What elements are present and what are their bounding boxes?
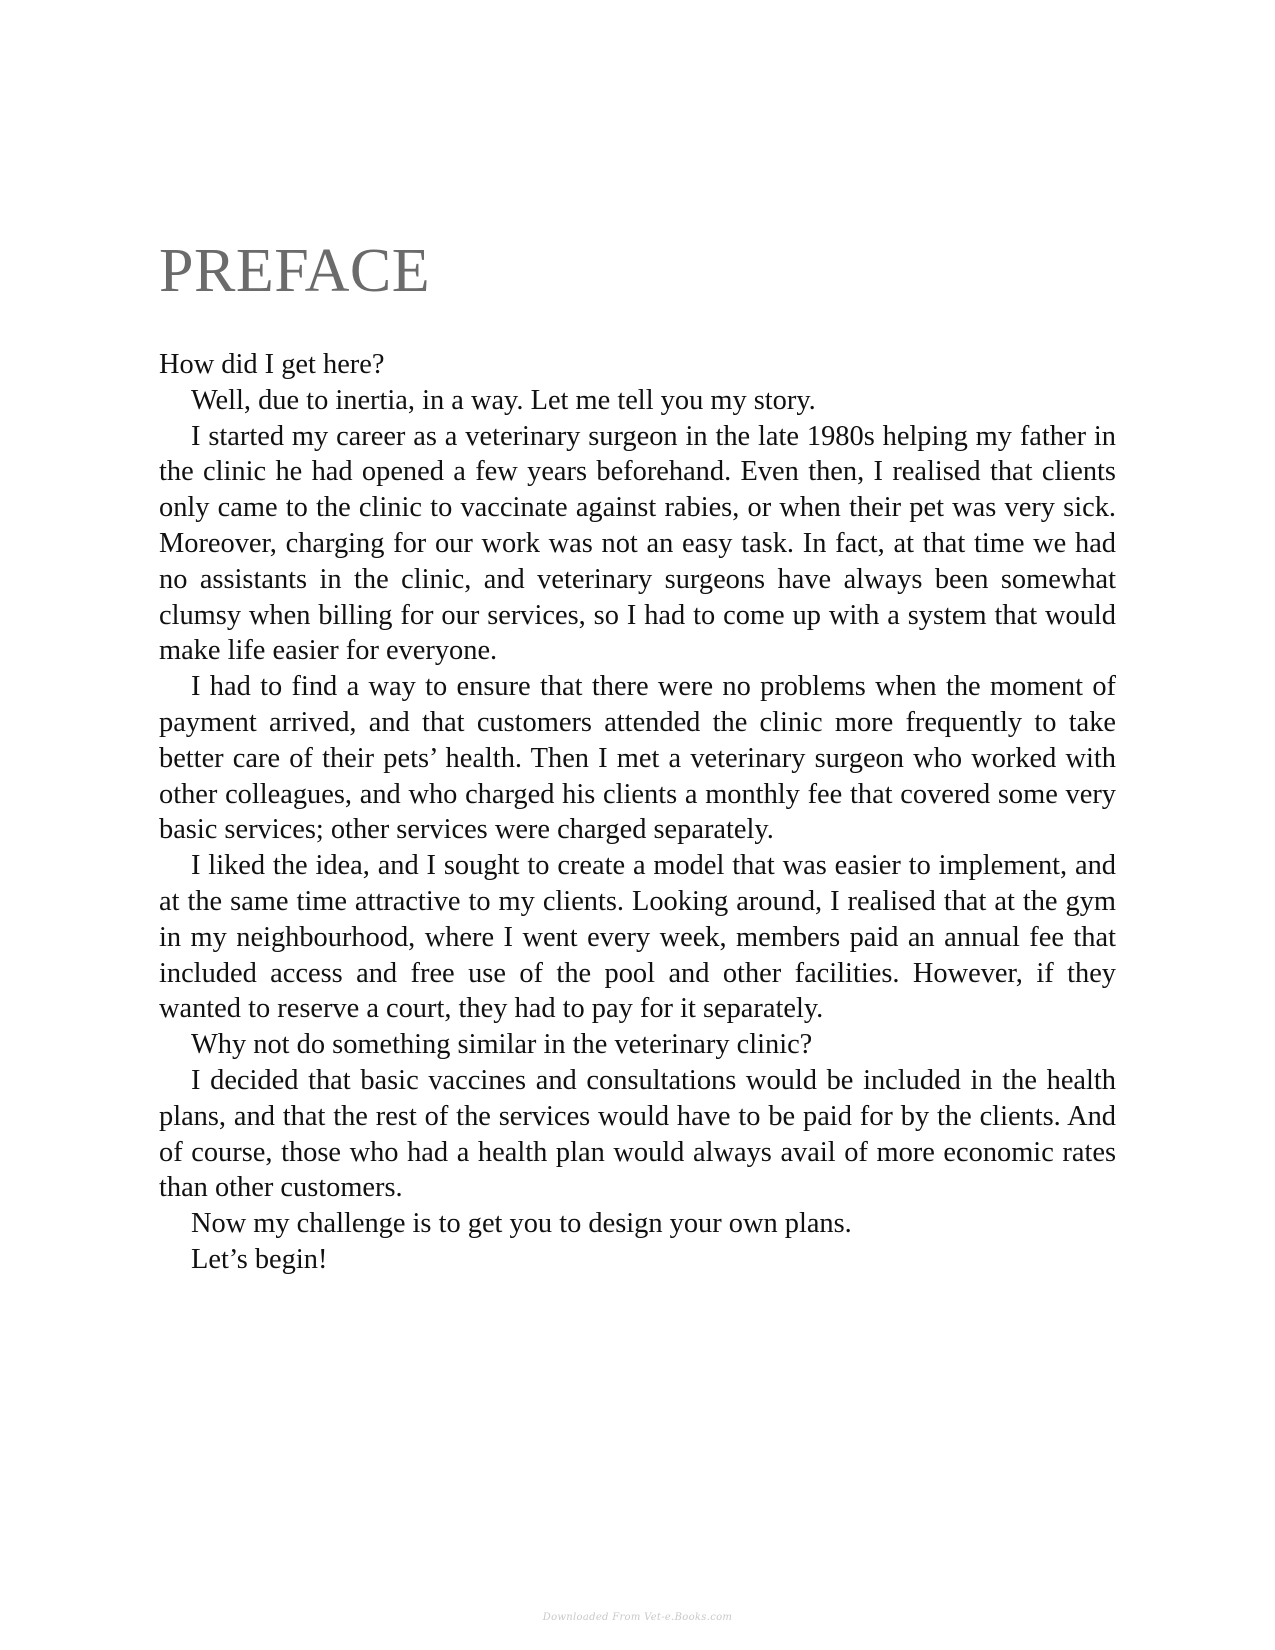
download-watermark: Downloaded From Vet-e.Books.com bbox=[542, 1612, 733, 1623]
paragraph-6: Why not do something similar in the veterinary clinic? bbox=[191, 1029, 813, 1061]
paragraph-9: Let’s begin! bbox=[191, 1243, 328, 1275]
chapter-title: PREFACE bbox=[159, 237, 431, 305]
paragraph-3: I started my career as a veterinary surgeon in the late 1980s helping my father in the clinic he had opened a few years beforehand. Even then, I realised that clients only came to the clinic to vaccinate against rabies, or when their pet was very sick. Moreover, charging for our work was not an easy task. In fact, at that time we had no assistants in the clinic, and veterinary surgeons have always been somewhat clumsy when billing for our services, so I had to come up with a system that would make life easier for everyone. bbox=[159, 420, 1116, 667]
paragraph-1: How did I get here? bbox=[159, 349, 385, 380]
paragraph-7: I decided that basic vaccines and consultations would be included in the health plans, and that the rest of the services would have to be paid for by the clients. And of course, those who had a health plan would always avail of more economic rates than other customers. bbox=[159, 1064, 1116, 1204]
preface-body bbox=[159, 347, 1116, 1278]
paragraph-5: I liked the idea, and I sought to create a model that was easier to implement, and at the same time attractive to my clients. Looking around, I realised that at the gym in my neighbourhood, where I went every week, members paid an annual fee that included access and free use of the pool and other facilities. However, if they wanted to reserve a court, they had to pay for it separately. bbox=[159, 850, 1116, 1025]
paragraph-2: Well, due to inertia, in a way. Let me tell you my story. bbox=[191, 384, 816, 416]
paragraph-8: Now my challenge is to get you to design your own plans. bbox=[191, 1208, 852, 1240]
paragraph-4: I had to find a way to ensure that there were no problems when the moment of payment arrived, and that customers attended the clinic more frequently to take better care of their pets’ health. Then I met a veterinary surgeon who worked with other colleagues, and who charged his clients a monthly fee that covered some very basic services; other services were charged separately. bbox=[159, 671, 1116, 846]
